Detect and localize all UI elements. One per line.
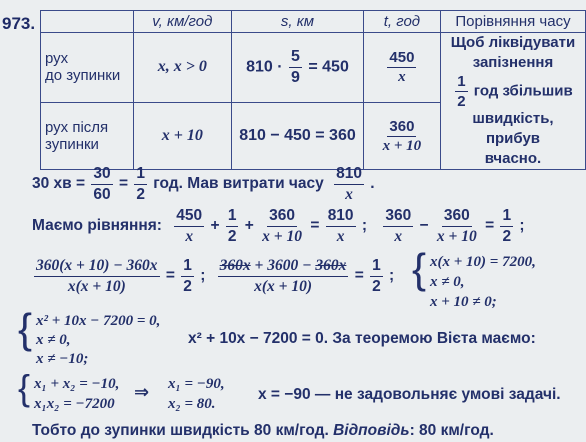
middle-term: + 3600 −: [250, 257, 316, 274]
answer-label: Відповідь: [333, 422, 410, 439]
cancelled-term: 360x: [219, 257, 251, 274]
fraction-numerator: 360: [389, 117, 415, 135]
fraction-denominator: x(x + 10): [67, 277, 126, 295]
table-header-distance: s, км: [232, 11, 364, 33]
system-1: [430, 252, 536, 312]
row2-time-fraction: [381, 119, 424, 154]
cancelled-term: 360x: [315, 257, 347, 274]
fraction-denominator: 2: [136, 185, 145, 203]
fraction-denominator: 2: [372, 277, 381, 295]
system-line: x + 10 ≠ 0;: [430, 294, 497, 310]
row1-distance-fraction: [289, 49, 302, 86]
fraction: [34, 258, 160, 294]
table-header-row: [41, 11, 586, 33]
fraction: [326, 208, 356, 244]
row1-label-line1: рух: [45, 50, 69, 68]
compare-line2: запізнення: [472, 54, 554, 72]
fraction-denominator: x: [345, 185, 353, 203]
plus-sign: +: [210, 217, 220, 235]
fraction-numerator: 1: [181, 258, 194, 277]
fraction-denominator: x: [336, 227, 345, 245]
row2-time: [363, 102, 440, 170]
fraction-numerator: 810: [334, 166, 364, 185]
system-line: x ≠ −10;: [36, 351, 89, 367]
row2-label-line1: рух після: [45, 119, 109, 136]
implies-arrow: ⇒: [134, 382, 150, 402]
table-header-compare: Порівняння часу: [440, 11, 585, 33]
fraction: [383, 208, 413, 244]
row1-distance: [232, 33, 364, 103]
fraction: [260, 208, 304, 244]
row2-label: [41, 102, 134, 170]
row2-label-line2: зупинки: [45, 136, 99, 153]
fraction-denominator: 60: [93, 185, 111, 203]
row2-speed: x + 10: [133, 102, 231, 170]
fraction-denominator: 9: [291, 68, 300, 86]
line-equation: [32, 208, 525, 244]
equals-sign: =: [310, 217, 320, 235]
answer-line: [32, 422, 494, 440]
fraction-numerator: 450: [174, 208, 204, 227]
fraction-denominator: 2: [183, 277, 192, 295]
line2-text: Маємо рівняння:: [32, 217, 162, 235]
table-header-time: t, год: [363, 11, 440, 33]
data-table: [40, 10, 586, 170]
system-line: x² + 10x − 7200 = 0,: [36, 313, 161, 329]
fraction: [500, 208, 513, 244]
fraction-denominator: x: [398, 68, 406, 85]
fraction-numerator: 360: [442, 208, 472, 227]
system-line: x ≠ 0,: [430, 274, 465, 290]
fraction-denominator: x + 10: [436, 227, 477, 245]
row1-distance-post: = 450: [308, 58, 349, 76]
equals-sign: =: [118, 175, 128, 193]
conclusion-text: Тобто до зупинки швидкість 80 км/год.: [32, 422, 329, 439]
equals-sign: =: [485, 217, 495, 235]
fraction-denominator: x(x + 10): [254, 277, 312, 295]
system-line: x ≠ 0,: [36, 332, 71, 348]
fraction-denominator: 2: [457, 92, 466, 110]
separator: ;: [200, 267, 206, 285]
system-line: x₁x₂ = −7200: [34, 396, 115, 412]
fraction-numerator: 360: [267, 208, 297, 227]
row1-label: [41, 33, 134, 103]
table-row-before-stop: [41, 33, 586, 103]
separator: ;: [361, 217, 368, 235]
compare-line3-text: год збільшив: [473, 81, 573, 99]
vieta-system: [34, 374, 119, 414]
separator: ;: [519, 217, 525, 235]
fraction: [226, 208, 239, 244]
row1-distance-pre: 810 ·: [246, 58, 283, 76]
fraction-denominator: x: [394, 227, 403, 245]
roots: [168, 374, 225, 414]
fraction: [91, 166, 112, 202]
fraction-numerator: [218, 258, 349, 277]
fraction-numerator: 1: [500, 208, 513, 227]
minus-sign: −: [419, 217, 429, 235]
fraction-denominator: x + 10: [382, 137, 422, 154]
table-header-speed: v, км/год: [133, 11, 231, 33]
equals-sign: =: [165, 267, 175, 285]
fraction-numerator: 5: [289, 49, 302, 68]
table-header-empty: [41, 11, 134, 33]
compare-line3: [445, 74, 581, 109]
separator: ;: [389, 267, 395, 285]
fraction-cancel: [218, 258, 349, 294]
system-2: [36, 312, 160, 369]
answer-value: : 80 км/год.: [409, 422, 494, 439]
fraction-denominator: 2: [502, 227, 512, 245]
equals-sign: =: [354, 267, 364, 285]
fraction-numerator: 1: [370, 258, 383, 277]
fraction: [334, 166, 364, 202]
compare-line5: вчасно.: [484, 150, 542, 167]
root-check-line: x = −90 — не задовольняє умові задачі.: [258, 386, 561, 403]
line1-text-a: 30 хв =: [32, 175, 86, 193]
line1-text-b: год. Мав витрати часу: [153, 175, 324, 193]
fraction: [370, 258, 383, 294]
fraction-numerator: 1: [134, 166, 147, 185]
system-brace-1: {: [412, 245, 427, 292]
row2-distance: 810 − 450 = 360: [232, 102, 364, 170]
compare-line4: швидкість, прибув: [472, 109, 554, 147]
fraction-numerator: 810: [326, 208, 356, 227]
fraction-numerator: 1: [457, 72, 466, 90]
fraction-denominator: x + 10: [262, 227, 302, 245]
system-brace-3: {: [18, 367, 31, 408]
compare-cell: [440, 33, 585, 170]
quadratic-line: x² + 10x − 7200 = 0. За теоремою Вієта маємо:: [188, 330, 536, 347]
fraction-numerator: 1: [226, 208, 239, 227]
fraction-denominator: 2: [227, 227, 237, 245]
problem-number: 973.: [2, 14, 36, 33]
system-brace-2: {: [18, 305, 33, 352]
fraction: [134, 166, 147, 202]
plus-sign: +: [244, 217, 254, 235]
fraction: [435, 208, 479, 244]
period: .: [370, 175, 375, 193]
row1-label-line2: до зупинки: [45, 67, 121, 85]
line-half-hour: [32, 166, 375, 202]
row1-time: [363, 33, 440, 103]
compare-fraction: [455, 74, 467, 109]
line-simplify: [32, 258, 394, 294]
fraction-denominator: x: [185, 227, 194, 245]
fraction-numerator: 30: [91, 166, 112, 185]
row1-time-fraction: [387, 50, 416, 85]
fraction-numerator: 450: [389, 48, 415, 66]
compare-line1: Щоб ліквідувати: [450, 34, 576, 51]
root-line: x₁ = −90,: [168, 376, 225, 392]
system-line: x₁ + x₂ = −10,: [34, 376, 120, 392]
fraction: [174, 208, 204, 244]
fraction: [181, 258, 194, 294]
system-line: x(x + 10) = 7200,: [430, 254, 536, 270]
row1-speed: x, x > 0: [133, 33, 231, 103]
fraction-numerator: 360(x + 10) − 360x: [34, 258, 160, 277]
root-line: x₂ = 80.: [168, 396, 216, 412]
fraction-numerator: 360: [383, 208, 413, 227]
